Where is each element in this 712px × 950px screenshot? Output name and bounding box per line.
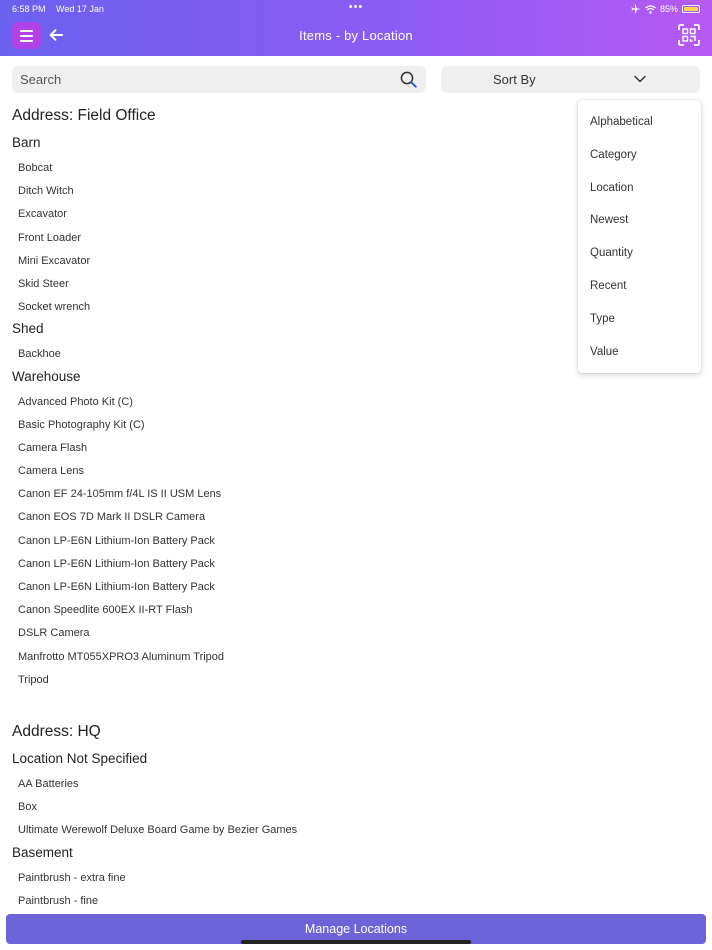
- sort-by-dropdown[interactable]: [441, 66, 700, 93]
- list-item[interactable]: AA Batteries: [18, 777, 79, 790]
- app-header: [0, 0, 712, 56]
- sort-option-value[interactable]: Value: [590, 345, 619, 358]
- status-date: Wed 17 Jan: [56, 4, 104, 14]
- list-item[interactable]: Camera Lens: [18, 465, 85, 478]
- list-item[interactable]: Box: [18, 801, 37, 814]
- list-item[interactable]: Backhoe: [18, 348, 61, 361]
- location-heading: Barn: [12, 135, 41, 150]
- list-item[interactable]: Canon EOS 7D Mark II DSLR Camera: [18, 511, 206, 524]
- list-item[interactable]: Canon LP-E6N Lithium-Ion Battery Pack: [18, 581, 215, 593]
- location-heading: Location Not Specified: [12, 750, 148, 766]
- search-input[interactable]: [12, 66, 382, 93]
- list-item[interactable]: Canon EF 24-105mm f/4L IS II USM Lens: [18, 488, 222, 501]
- list-item[interactable]: Front Loader: [18, 231, 81, 244]
- list-item[interactable]: Canon Speedlite 600EX II-RT Flash: [18, 604, 193, 617]
- manage-locations-button[interactable]: Manage Locations: [6, 914, 706, 944]
- list-item[interactable]: Basic Photography Kit (C): [18, 418, 145, 431]
- list-item[interactable]: Tripod: [18, 673, 49, 686]
- location-heading: Warehouse: [12, 368, 81, 384]
- sort-option-type[interactable]: Type: [590, 312, 615, 325]
- sort-option-recent[interactable]: Recent: [590, 279, 627, 292]
- list-item[interactable]: Ultimate Werewolf Deluxe Board Game by Bezier Games: [18, 824, 298, 837]
- list-item[interactable]: Paintbrush - extra fine: [18, 871, 126, 884]
- status-right: [631, 4, 700, 14]
- address-heading: Address: HQ: [12, 722, 101, 740]
- sort-option-location[interactable]: Location: [590, 181, 634, 194]
- chevron-down-icon: [633, 73, 647, 85]
- list-item[interactable]: Canon LP-E6N Lithium-Ion Battery Pack: [18, 557, 215, 570]
- page-title: Items - by Location: [299, 28, 413, 43]
- sort-option-quantity[interactable]: Quantity: [590, 247, 633, 260]
- location-heading: Shed: [12, 321, 44, 337]
- airplane-icon: [631, 4, 641, 14]
- list-item[interactable]: Advanced Photo Kit (C): [18, 395, 133, 408]
- multitasking-dots[interactable]: •••: [348, 1, 364, 13]
- sort-option-category[interactable]: Category: [590, 148, 637, 161]
- location-heading: Basement: [12, 844, 73, 860]
- sort-by-label: Sort By: [493, 72, 536, 87]
- battery-percent: 85%: [659, 4, 678, 14]
- address-heading: Address: Field Office: [12, 107, 156, 124]
- list-item[interactable]: Socket wrench: [18, 301, 91, 314]
- list-item[interactable]: Bobcat: [18, 162, 53, 174]
- list-item[interactable]: Excavator: [18, 208, 67, 221]
- list-item[interactable]: Paintbrush - fine: [18, 894, 99, 907]
- list-item[interactable]: Ditch Witch: [18, 185, 74, 198]
- scan-icon[interactable]: [678, 24, 700, 46]
- status-bar: [12, 3, 700, 15]
- sort-options-menu: [578, 100, 701, 373]
- list-item[interactable]: Camera Flash: [18, 441, 88, 454]
- search-icon[interactable]: [400, 71, 417, 88]
- list-item[interactable]: DSLR Camera: [18, 627, 90, 640]
- list-item[interactable]: Mini Excavator: [18, 254, 91, 267]
- battery-icon: [682, 5, 700, 13]
- sort-option-alphabetical[interactable]: Alphabetical: [590, 116, 653, 128]
- status-left: [12, 4, 112, 14]
- list-item[interactable]: Skid Steer: [18, 277, 69, 290]
- search-bar: [12, 66, 426, 93]
- home-indicator[interactable]: [241, 940, 471, 944]
- sort-option-newest[interactable]: Newest: [590, 214, 629, 227]
- list-item[interactable]: Canon LP-E6N Lithium-Ion Battery Pack: [18, 534, 215, 547]
- wifi-icon: [645, 5, 656, 14]
- list-item[interactable]: Manfrotto MT055XPRO3 Aluminum Tripod: [18, 650, 225, 663]
- status-time: 6:58 PM: [12, 4, 46, 14]
